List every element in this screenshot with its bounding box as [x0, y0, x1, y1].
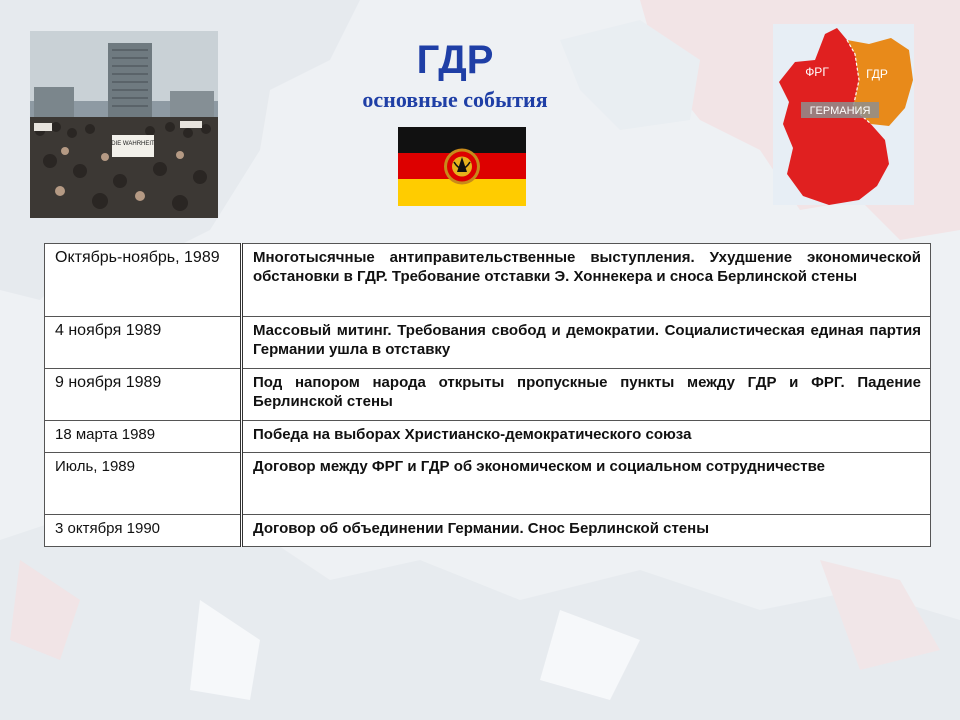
event-description: Договор между ФРГ и ГДР об экономическом и социальном сотрудничестве: [242, 453, 931, 515]
germany-map: [773, 24, 914, 205]
gdr-flag: [398, 127, 526, 206]
map-label-gdr: ГДР: [866, 67, 888, 81]
event-date: Июль, 1989: [45, 453, 242, 515]
event-description: Договор об объединении Германии. Снос Берлинской стены: [242, 515, 931, 547]
gdr-emblem-icon: [444, 149, 480, 185]
event-description: Многотысячные антиправительственные выступления. Ухудшение экономической обстановки в ГДР. Требование отставки Э. Хоннекера и сноса Берлинской стены: [242, 244, 931, 317]
event-date: 3 октября 1990: [45, 515, 242, 547]
table-row: [45, 369, 931, 421]
event-description: Под напором народа открыты пропускные пункты между ГДР и ФРГ. Падение Берлинской стены: [242, 369, 931, 421]
event-date: 4 ноября 1989: [45, 317, 242, 369]
page-title: ГДР: [416, 38, 494, 82]
table-row: [45, 515, 931, 547]
map-label-germany: ГЕРМАНИЯ: [809, 105, 871, 117]
table-row: [45, 317, 931, 369]
event-description: Массовый митинг. Требования свобод и демократии. Социалистическая единая партия Германии ушла в отставку: [242, 317, 931, 369]
protest-photo: [30, 31, 218, 218]
map-label-frg: ФРГ: [805, 65, 829, 79]
event-date: 9 ноября 1989: [45, 369, 242, 421]
protest-sign-text: DIE WAHRHEIT: [111, 141, 155, 147]
event-date: 18 марта 1989: [45, 421, 242, 453]
table-row: [45, 244, 931, 317]
page-subtitle: основные события: [362, 87, 548, 112]
table-row: [45, 421, 931, 453]
table-row: [45, 453, 931, 515]
event-description: Победа на выборах Христианско-демократического союза: [242, 421, 931, 453]
events-table: [44, 243, 931, 547]
event-date: Октябрь-ноябрь, 1989: [45, 244, 242, 317]
